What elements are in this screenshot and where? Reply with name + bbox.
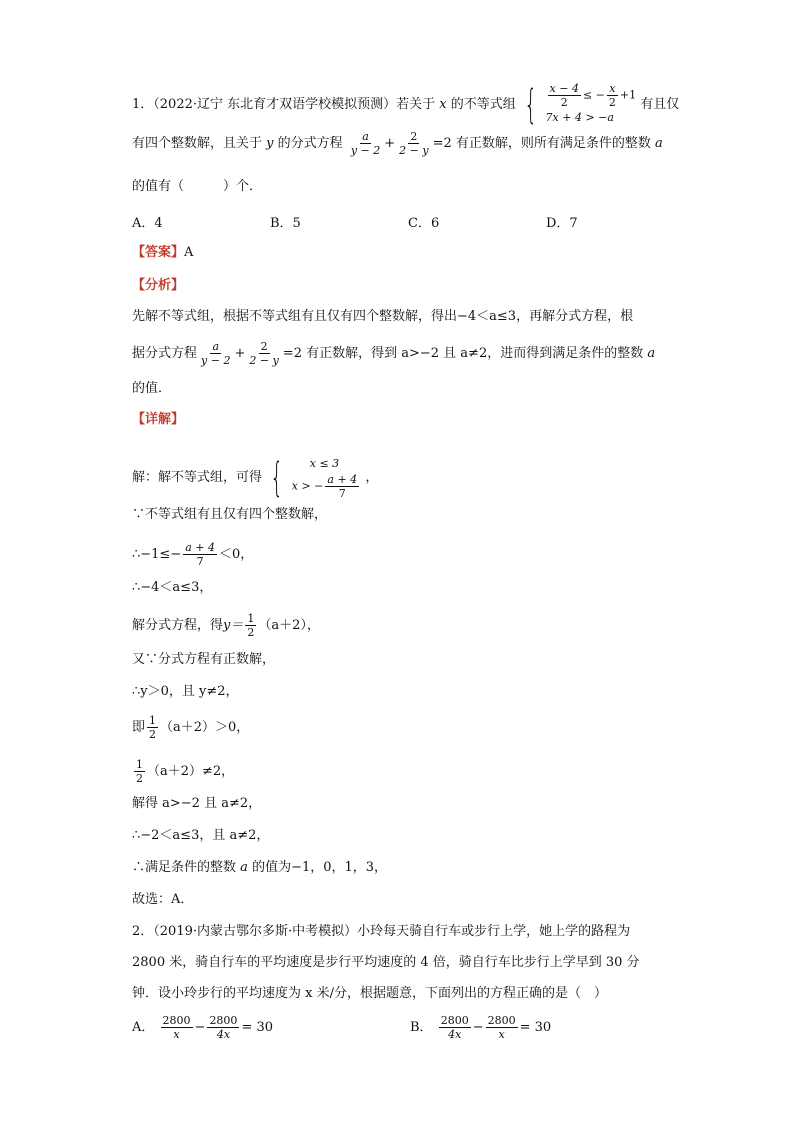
detail-line12: ∴满足条件的整数 a 的值为−1，0，1，3，	[132, 860, 388, 875]
option-a: A．4	[132, 216, 163, 231]
analysis-line3: 的值．	[132, 381, 172, 396]
q2-option-a: A． $\frac{2800}{x}$ − $\frac{2800}{4x}$ = 30	[132, 1014, 274, 1041]
question-number: 1．	[132, 97, 154, 112]
q1-stem-line2: 有四个整数解，且关于 y 的分式方程 $\frac{a}{y - 2}$ + $\frac{2}{2 - y}$ =2 有正数解，则所有满足条件的整数 a	[132, 130, 663, 157]
detail-line4: ∴−4＜a≤3，	[132, 580, 213, 595]
brace-icon: {	[270, 454, 284, 501]
brace-icon: {	[524, 81, 538, 128]
detail-line13: 故选：A．	[132, 892, 194, 907]
detail-line10: 解得 a>−2 且 a≠2，	[132, 796, 262, 811]
detail-line8: 即 $\frac{1}{2}$ （a＋2）＞0，	[132, 714, 250, 741]
q2-option-b: B． $\frac{2800}{4x}$ − $\frac{2800}{x}$ = 30	[410, 1014, 552, 1041]
fraction: $\frac{a}{y - 2}$	[350, 130, 381, 157]
fraction: $\frac{2}{2 - y}$	[249, 340, 279, 367]
option-d: D．7	[546, 216, 578, 231]
detail-line6: 又∵分式方程有正数解，	[132, 652, 276, 667]
q2-stem-line2: 2800 米，骑自行车的平均速度是步行平均速度的 4 倍，骑自行车比步行上学早到 30 分	[132, 955, 640, 970]
analysis-line1: 先解不等式组，根据不等式组有且仅有四个整数解，得出−4＜a≤3，再解分式方程，根	[132, 309, 634, 324]
q2-stem-line1: 2．（2019·内蒙古鄂尔多斯·中考模拟）小玲每天骑自行车或步行上学，她上学的路程为	[132, 924, 631, 939]
answer-line	[132, 243, 193, 263]
fraction: $\frac{2}{2 - y}$	[399, 130, 429, 157]
analysis-line2: 据分式方程 $\frac{a}{y - 2}$ + $\frac{2}{2 - y}$ =2 有正数解，得到 a>−2 且 a≠2，进而得到满足条件的整数 a	[132, 340, 656, 367]
q1-stem-line1: 1．（2022·辽宁 东北育才双语学校模拟预测）若关于 x 的不等式组 { $\frac{x - 4}{2}$ ≤ − $\frac{x}{2}$ +1 7x + 4 > −a 有且仅	[132, 81, 680, 128]
question-source: （2022·辽宁 东北育才双语学校模拟预测）	[153, 97, 397, 112]
option-b: B．5	[270, 216, 301, 231]
detail-line5: 解分式方程，得y＝ $\frac{1}{2}$ （a＋2），	[132, 612, 320, 639]
detail-line1: 解：解不等式组，可得 { x ≤ 3 x > − $\frac{a + 4}{7}$ ，	[132, 454, 379, 501]
inequality-system: $\frac{x - 4}{2}$ ≤ − $\frac{x}{2}$ +1 7x + 4 > −a	[545, 82, 637, 124]
detail-line3: ∴−1≤− $\frac{a + 4}{7}$ ＜0，	[132, 541, 254, 568]
detail-tag: 【详解】	[132, 412, 185, 427]
option-c: C．6	[408, 216, 440, 231]
solution-system: x ≤ 3 x > − $\frac{a + 4}{7}$	[291, 457, 358, 500]
answer-tag: 【答案】	[132, 245, 185, 260]
detail-line7: ∴y＞0，且 y≠2，	[132, 684, 239, 699]
q1-stem-line3: 的值有（ ）个．	[132, 179, 263, 194]
detail-line2: ∵不等式组有且仅有四个整数解，	[132, 507, 328, 522]
analysis-tag: 【分析】	[132, 278, 185, 293]
detail-line9: $\frac{1}{2}$ （a＋2）≠2，	[136, 758, 235, 785]
answer-value: A	[184, 245, 194, 260]
detail-line11: ∴−2＜a≤3，且 a≠2，	[132, 828, 270, 843]
fraction: $\frac{a}{y - 2}$	[201, 340, 231, 367]
q2-stem-line3: 钟．设小玲步行的平均速度为 x 米/分，根据题意，下面列出的方程正确的是（ ）	[132, 986, 607, 1001]
